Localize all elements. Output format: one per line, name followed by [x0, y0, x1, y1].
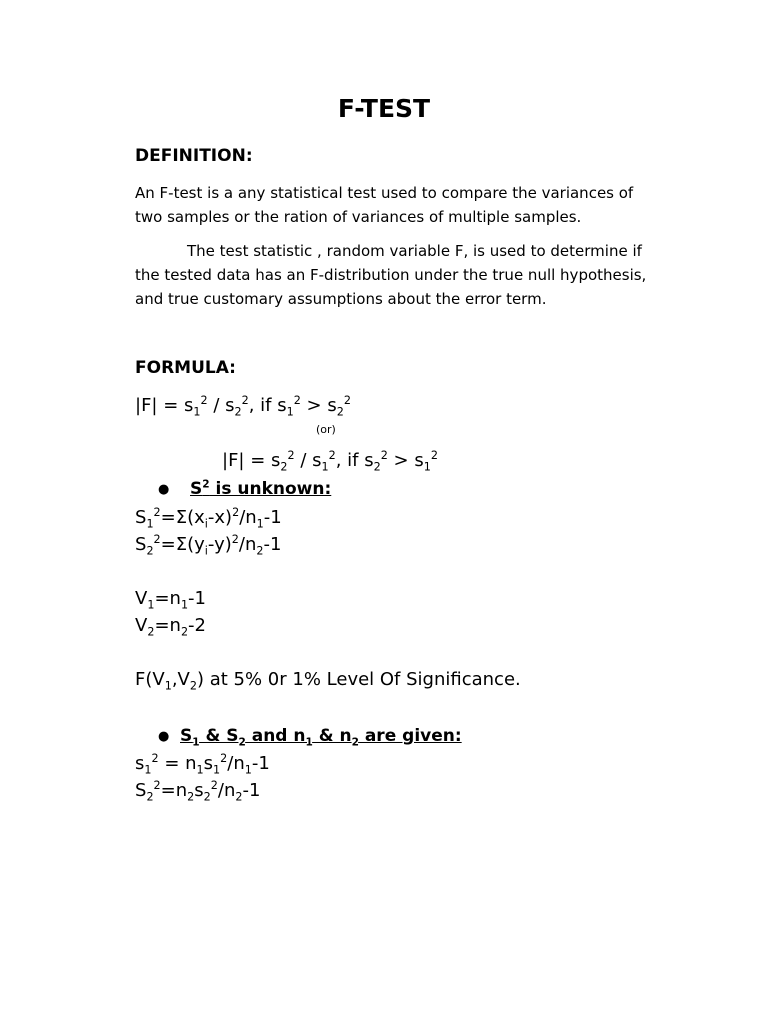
bullet-icon: ● [158, 482, 170, 497]
case1-v1-formula: $V_1=n_1-1$ [135, 588, 206, 612]
definition-heading: DEFINITION: [135, 146, 253, 166]
significance-line: $F(V_1,V_2)$ at 5% 0r 1% Level Of Significance. [135, 669, 521, 693]
case2-label: $S_1$ & $S_2$ and $n_1$ & $n_2$ are given: [180, 726, 462, 749]
page-title: F-TEST [337, 94, 431, 123]
case2-s1-formula: $s_1^2 = n_1s_1^2/n_1-1$ [135, 752, 270, 777]
bullet-icon: ● [158, 729, 170, 744]
definition-paragraph-2: The test statistic , random variable F, is used to determine if the tested data has an F-distribution under the true null hypothesis, and true customary assumptions about the error term. [135, 242, 647, 308]
formula-heading: FORMULA: [135, 358, 236, 378]
or-label: (or) [316, 423, 336, 436]
case1-s1-formula: $S_1^2=\Sigma(x_i-x)^2/n_1-1$ [135, 506, 282, 531]
case2-s2-formula: $S_2^2=n_2s_2^2/n_2-1$ [135, 779, 261, 804]
formula-line-1: $|F| = s_1^2 / s_2^2$, if $s_1^2 > s_2^2$ [135, 394, 351, 419]
definition-paragraph-1: An F-test is a any statistical test used to compare the variances of two samples or the ration of variances of multiple samples. [135, 184, 634, 226]
case1-v2-formula: $V_2=n_2-2$ [135, 615, 206, 639]
formula-line-2: $|F| = s_2^2 / s_1^2$, if $s_2^2 > s_1^2$ [222, 449, 438, 474]
case1-s2-formula: $S_2^2=\Sigma(y_i-y)^2/n_2-1$ [135, 533, 282, 558]
case1-label: $S^2$ is unknown: [190, 478, 332, 499]
